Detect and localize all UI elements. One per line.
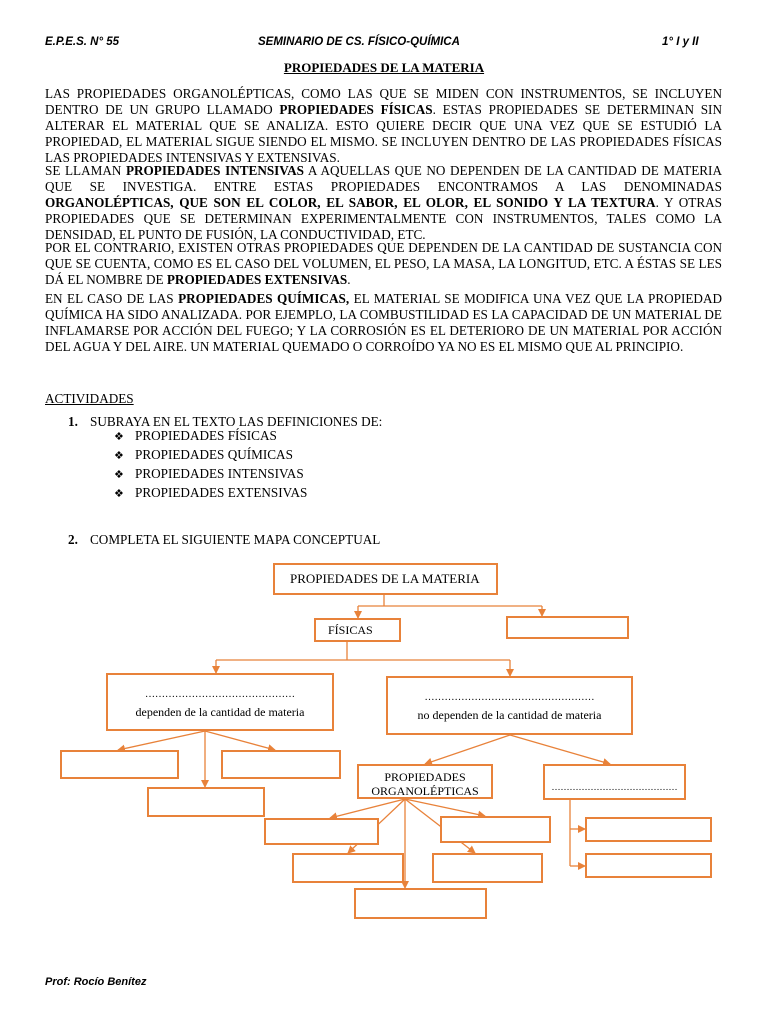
header-grade: 1° I y II xyxy=(662,36,699,48)
map-blank-box[interactable] xyxy=(221,750,341,779)
map-fisicas-box xyxy=(314,618,401,642)
header-course: SEMINARIO DE CS. FÍSICO-QUÍMICA xyxy=(258,36,460,48)
map-organolepticas-label-1: PROPIEDADES xyxy=(384,770,466,784)
header-school: E.P.E.S. N° 55 xyxy=(45,36,120,48)
map-blank-box[interactable] xyxy=(60,750,179,779)
map-blank-box[interactable] xyxy=(585,853,712,878)
paragraph-text: EN EL CASO DE LAS xyxy=(45,291,179,306)
paragraph-bold-text: PROPIEDADES EXTENSIVAS xyxy=(166,272,348,287)
bullet-icon: ❖ xyxy=(114,468,124,481)
map-intensive-box[interactable] xyxy=(386,676,633,735)
paragraph-text: . xyxy=(347,272,351,287)
page-title: PROPIEDADES DE LA MATERIA xyxy=(283,60,485,75)
paragraph-text: EL MATERIAL SE MODIFICA UNA VEZ QUE LA PROPIEDAD QUÍMICA HA SIDO ANALIZADA. POR EJEMPLO, LA COMBUSTILIDAD ES LA CAPACIDAD DE UN MATERIAL DE INFLAMARSE POR ACCIÓN DEL FUEGO; Y LA CORROSIÓN ES EL DETERIORO DE UN MATERIAL POR ACCIÓN DEL AGUA Y DEL AIRE. UN MATERIAL QUEMADO O CORROÍDO YA NO ES EL MISMO QUE AL PRINCIPIO. xyxy=(45,291,722,354)
map-extensive-box[interactable] xyxy=(106,673,334,731)
map-blank-box[interactable] xyxy=(264,818,379,845)
map-intensive-caption: no dependen de la cantidad de materia xyxy=(417,708,602,722)
paragraph-text: . Y OTRAS PROPIEDADES QUE SE DETERMINAN EXPERIMENTALMENTE CON INSTRUMENTOS, TALES COMO LA DENSIDAD, EL PUNTO DE FUSIÓN, LA CONDUCTIVIDAD, ETC. xyxy=(45,195,723,242)
activity-1-number: 1. xyxy=(68,414,78,429)
map-other-intensive-box[interactable] xyxy=(543,764,686,800)
map-blank-chemical-box[interactable] xyxy=(506,616,629,639)
map-root-box xyxy=(273,563,498,595)
map-blank-line[interactable]: …………………………………… xyxy=(551,782,678,792)
activity-1-text: SUBRAYA EN EL TEXTO LAS DEFINICIONES DE: xyxy=(90,414,383,429)
activities-title: ACTIVIDADES xyxy=(45,391,134,406)
map-blank-box[interactable] xyxy=(585,817,712,842)
bullet-icon: ❖ xyxy=(114,430,124,443)
map-blank-box[interactable] xyxy=(440,816,551,843)
paragraph-text: POR EL CONTRARIO, EXISTEN OTRAS PROPIEDADES QUE DEPENDEN DE LA CANTIDAD DE SUSTANCIA CON QUE SE CUENTA, COMO ES EL CASO DEL VOLUMEN, EL PESO, LA MASA, LA LONGITUD, ETC. A ÉSTAS SE LES DÁ EL NOMBRE DE xyxy=(45,240,722,287)
map-blank-box[interactable] xyxy=(147,787,265,817)
bullet-item: PROPIEDADES FÍSICAS xyxy=(135,428,277,443)
footer-teacher: Prof: Rocío Benítez xyxy=(45,976,147,988)
map-blank-line[interactable]: …………………………………………… xyxy=(424,692,595,703)
map-blank-box[interactable] xyxy=(292,853,404,883)
bullet-item: PROPIEDADES INTENSIVAS xyxy=(135,466,304,481)
paragraph-text: A AQUELLAS QUE NO DEPENDEN DE LA CANTIDAD DE MATERIA QUE SE INVESTIGA. ENTRE ESTAS PROPIEDADES ENCONTRAMOS A LAS DENOMINADAS xyxy=(45,163,722,194)
map-root-label: PROPIEDADES DE LA MATERIA xyxy=(290,571,480,586)
paragraph-text: . ESTAS PROPIEDADES SE DETERMINAN SIN ALTERAR EL MATERIAL QUE SE ANALIZA. ESTO QUIERE DECIR QUE UNA VEZ QUE SE ESTUDIÓ LA PROPIEDAD, EL MATERIAL SIGUE SIENDO EL MISMO. SE INCLUYEN DENTRO DE LAS PROPIEDADES FÍSICAS LAS PROPIEDADES INTENSIVAS Y EXTENSIVAS. xyxy=(45,102,722,165)
paragraph-bold-text: PROPIEDADES QUÍMICAS, xyxy=(178,291,350,306)
paragraph-bold-text: PROPIEDADES FÍSICAS xyxy=(279,102,433,117)
paragraph-text: LAS PROPIEDADES ORGANOLÉPTICAS, COMO LAS QUE SE MIDEN CON INSTRUMENTOS, SE INCLUYEN DENTRO DE UN GRUPO LLAMADO xyxy=(45,86,722,117)
map-extensive-caption: dependen de la cantidad de materia xyxy=(135,705,305,719)
paragraph-bold-text: PROPIEDADES INTENSIVAS xyxy=(125,163,304,178)
map-organolepticas-label-2: ORGANOLÉPTICAS xyxy=(371,784,479,798)
map-fisicas-label: FÍSICAS xyxy=(328,623,373,637)
bullet-item: PROPIEDADES QUÍMICAS xyxy=(135,447,293,462)
bullet-icon: ❖ xyxy=(114,487,124,500)
paragraph-bold-text: ORGANOLÉPTICAS, QUE SON EL COLOR, EL SABOR, EL OLOR, EL SONIDO Y LA TEXTURA xyxy=(45,195,656,210)
map-blank-box[interactable] xyxy=(432,853,543,883)
bullet-icon: ❖ xyxy=(114,449,124,462)
bullet-item: PROPIEDADES EXTENSIVAS xyxy=(135,485,308,500)
map-blank-line[interactable]: ……………………………………… xyxy=(145,689,295,700)
activity-2-number: 2. xyxy=(68,532,78,547)
map-organolepticas-box xyxy=(357,764,493,799)
activity-2-text: COMPLETA EL SIGUIENTE MAPA CONCEPTUAL xyxy=(90,532,381,547)
paragraph-text: SE LLAMAN xyxy=(45,163,126,178)
map-blank-box[interactable] xyxy=(354,888,487,919)
